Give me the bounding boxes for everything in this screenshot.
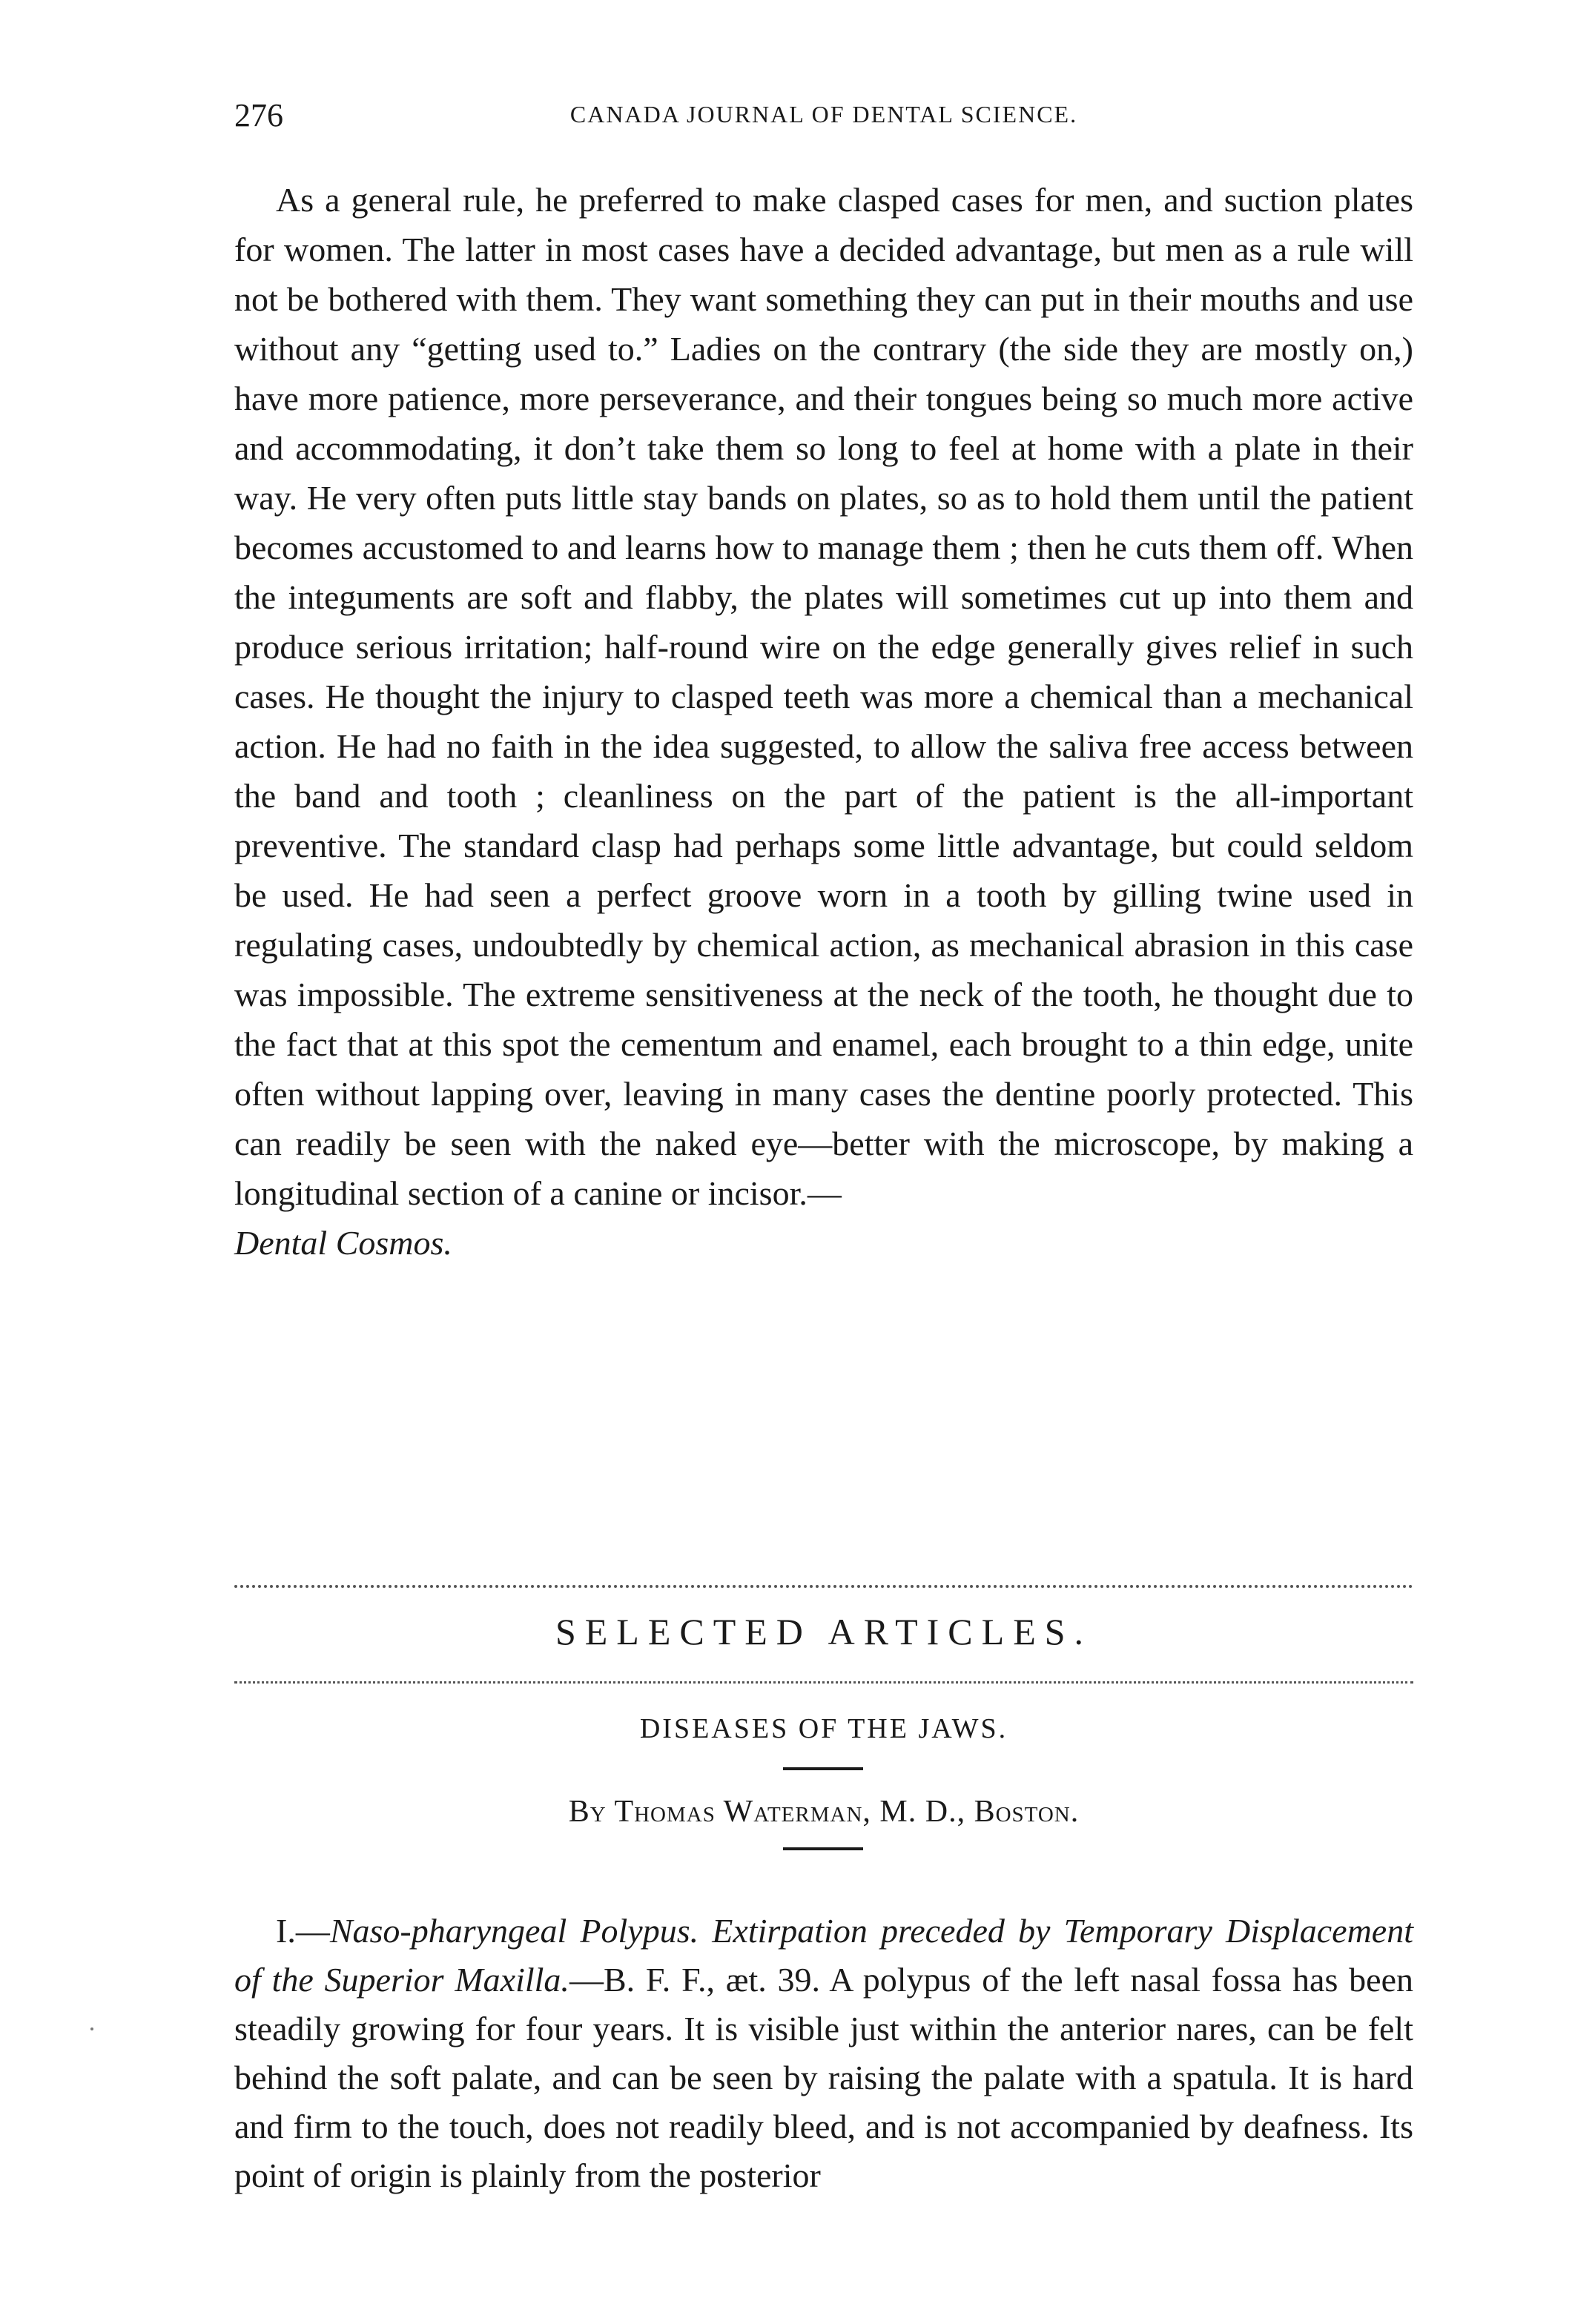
article-body — [234, 1907, 1413, 2200]
dotted-rule-top — [234, 1585, 1413, 1588]
margin-mark — [90, 2027, 93, 2030]
source-reference: Dental Cosmos. — [234, 1224, 452, 1262]
title-rule — [783, 1767, 863, 1770]
article-byline: By Thomas Waterman, M. D., Boston. — [568, 1795, 1080, 1829]
article-paragraph — [234, 1907, 1413, 2200]
case-title: Naso-pharyngeal Polypus. Extirpation preceded by Temporary Displacement of the Superior Maxilla. — [234, 1912, 1413, 1999]
dotted-rule-bottom — [234, 1681, 1413, 1684]
section-heading: SELECTED ARTICLES. — [555, 1611, 1093, 1652]
case-label: I.— — [276, 1912, 330, 1950]
journal-title: CANADA JOURNAL OF DENTAL SCIENCE. — [569, 101, 1078, 128]
running-header — [234, 96, 1413, 141]
article-title: DISEASES OF THE JAWS. — [639, 1713, 1008, 1744]
case-text: —B. F. F., æt. 39. A polypus of the left nasal fossa has been steadily growing for four years. It is visible just within the anterior nares, can be felt behind the soft palate, and can be seen by raising the palate with a spatula. It is hard and firm to the touch, does not readily bleed, and is not accompanied by deafness. Its point of origin is plainly from the posterior — [234, 1961, 1413, 2194]
body-paragraph — [234, 175, 1413, 1268]
body-paragraph-text: As a general rule, he preferred to make clasped cases for men, and suction plates for women. The latter in most cases have a decided advantage, but men as a rule will not be bothered with them. They want something they can put in their mouths and use without any “getting used to.” Ladies on the contrary (the side they are mostly on,) have more patience, more perseverance, and their tongues being so much more active and accommodating, it don’t take them so long to feel at home with a plate in their way. He very often puts little stay bands on plates, so as to hold them until the patient becomes accustomed to and learns how to manage them ; then he cuts them off. When the integuments are soft and flabby, the plates will sometimes cut up into them and produce serious irritation; half-round wire on the edge generally gives relief in such cases. He thought the injury to clasped teeth was more a chemical than a mechanical action. He had no faith in the idea suggested, to allow the saliva free access between the band and tooth ; cleanliness on the part of the patient is the all-important preventive. The standard clasp had perhaps some little advantage, but could seldom be used. He had seen a perfect groove worn in a tooth by gilling twine used in regulating cases, undoubtedly by chemical action, as mechanical abrasion in this case was impossible. The extreme sensitiveness at the neck of the tooth, he thought due to the fact that at this spot the cementum and enamel, each brought to a thin edge, unite often without lapping over, leaving in many cases the dentine poorly protected. This can readily be seen with the naked eye—better with the microscope, by making a longitudinal section of a canine or incisor.— — [234, 181, 1413, 1212]
body-text — [234, 175, 1413, 1268]
byline-rule — [783, 1847, 863, 1850]
page-number: 276 — [234, 97, 283, 133]
